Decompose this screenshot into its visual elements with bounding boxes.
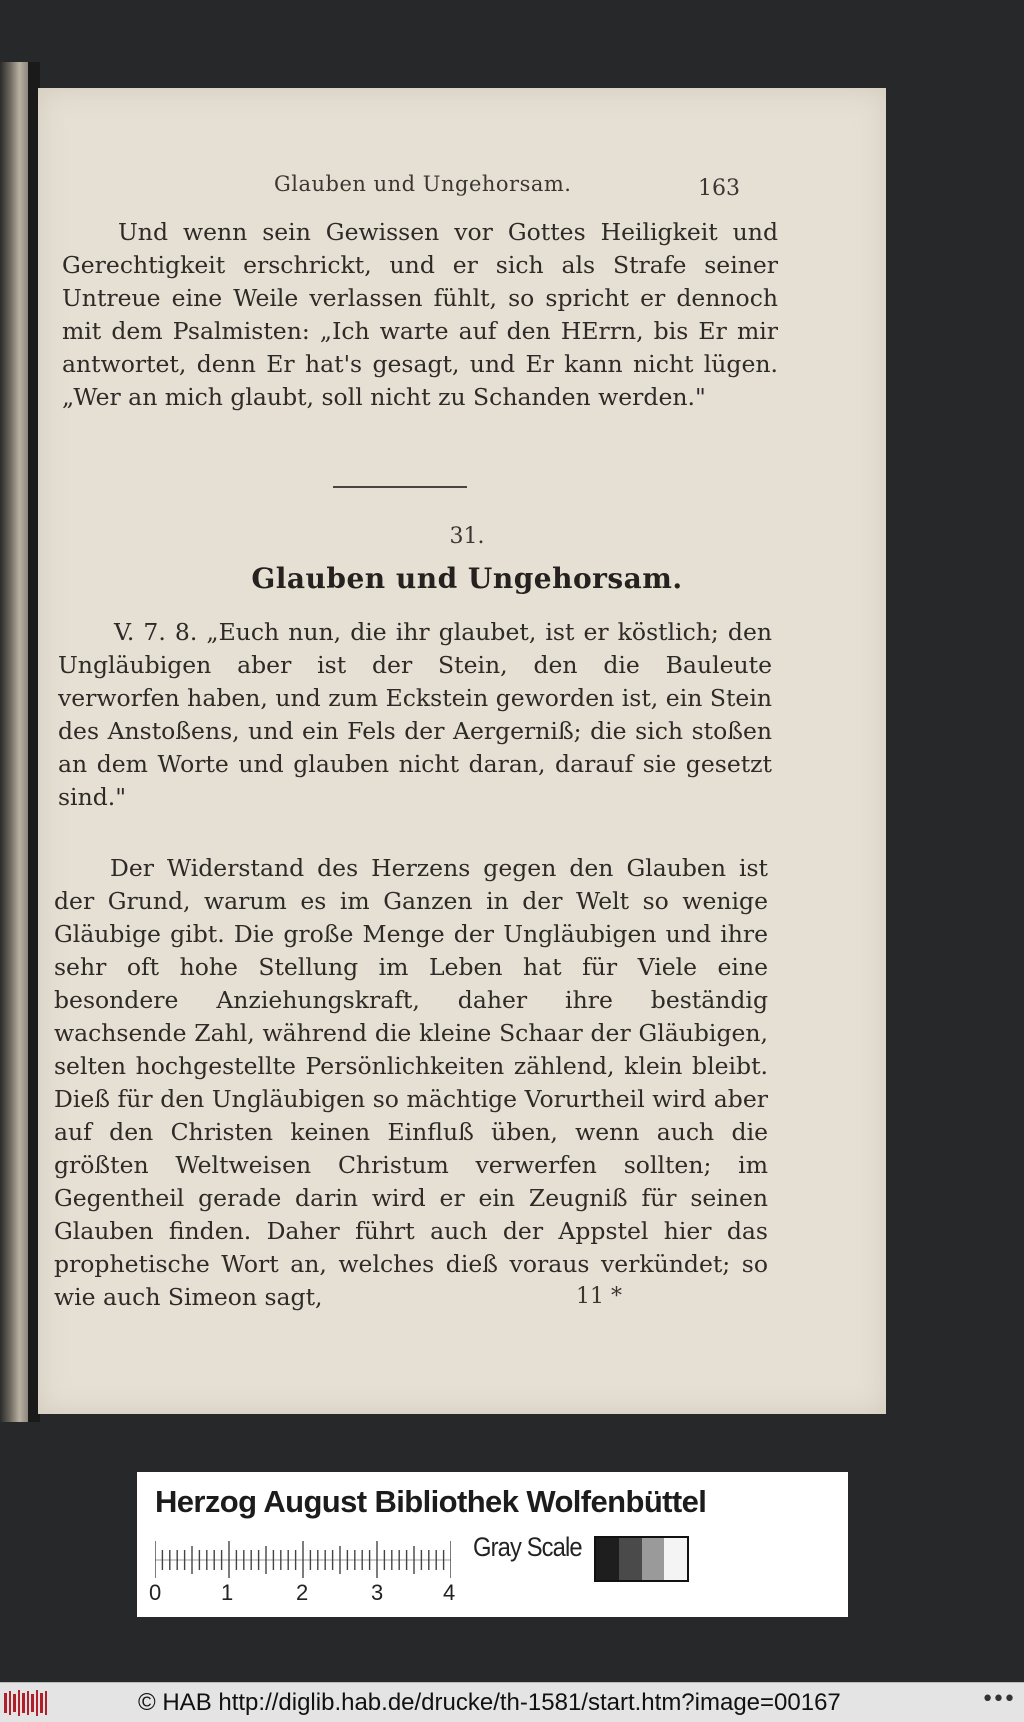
ruler-label: 3 bbox=[371, 1580, 384, 1605]
gray-swatch bbox=[664, 1538, 687, 1580]
signature-mark: 11 * bbox=[576, 1284, 622, 1309]
footer-credit-link[interactable]: © HAB http://diglib.hab.de/drucke/th-1581/start.htm?image=00167 bbox=[138, 1689, 841, 1716]
paragraph-2-text: V. 7. 8. „Euch nun, die ihr glaubet, ist er köstlich; den Ungläubigen aber ist der Stein, den die Bauleute verworfen haben, und zum Eckstein geworden ist, ein Stein des Anstoßens, und ein Fels der Aergerniß; die sich stoßen an dem Worte und glauben nicht daran, darauf sie gesetzt sind." bbox=[58, 618, 772, 811]
paragraph-3-text: Der Widerstand des Herzens gegen den Glauben ist der Grund, warum es im Ganzen in der Welt so wenige Gläubige gibt. Die große Menge der Ungläubigen und ihre sehr oft hohe Stellung im Leben hat für Viele eine besondere Anziehungskraft, daher ihre beständig wachsende Zahl, während die kleine Schaar der Gläubigen, selten hochgestellte Persönlichkeiten zählend, klein bleibt. Dieß für den Ungläubigen so mächtige Vorurtheil wird aber auf den Christen keinen Einfluß üben, wenn auch die größten Weltweisen Christum verwerfen sollten; im Gegentheil gerade darin wird er ein Zeugniß für seinen Glauben finden. Daher führt auch der Appstel hier das prophetische Wort an, welches dieß voraus verkündet; so wie auch Simeon sagt, bbox=[54, 854, 768, 1311]
gray-scale-label: Gray Scale bbox=[473, 1532, 582, 1562]
ruler-scale bbox=[155, 1538, 451, 1578]
gray-swatch bbox=[642, 1538, 665, 1580]
scanned-page bbox=[38, 88, 886, 1414]
running-head bbox=[38, 168, 886, 204]
color-reference-card bbox=[137, 1472, 848, 1617]
ruler-label: 4 bbox=[443, 1580, 456, 1605]
ruler-labels bbox=[149, 1580, 469, 1610]
footer-bar bbox=[0, 1682, 1024, 1722]
page-number: 163 bbox=[698, 176, 740, 201]
section-number: 31. bbox=[449, 524, 485, 549]
gray-swatch bbox=[596, 1538, 619, 1580]
paragraph-2 bbox=[58, 616, 772, 814]
more-dots-icon[interactable]: ••• bbox=[981, 1687, 1014, 1712]
running-title: Glauben und Ungehorsam. bbox=[274, 172, 572, 196]
paragraph-1 bbox=[62, 216, 778, 414]
hab-logo-icon bbox=[4, 1690, 48, 1716]
previous-page-edge bbox=[0, 62, 28, 1422]
section-divider bbox=[333, 486, 467, 488]
ruler-label: 0 bbox=[149, 1580, 162, 1605]
paragraph-1-text: Und wenn sein Gewissen vor Gottes Heiligkeit und Gerechtigkeit erschrickt, und er sich als Strafe seiner Untreue eine Weile verlassen fühlt, so spricht er dennoch mit dem Psalmisten: „Ich warte auf den HErrn, bis Er mir antwortet, denn Er hat's gesagt, und Er kann nicht lügen. „Wer an mich glaubt, soll nicht zu Schanden werden." bbox=[62, 218, 778, 411]
card-title: Herzog August Bibliothek Wolfenbüttel bbox=[155, 1484, 707, 1519]
gray-swatch bbox=[619, 1538, 642, 1580]
paragraph-3 bbox=[54, 852, 768, 1314]
section-title: Glauben und Ungehorsam. bbox=[251, 562, 683, 595]
ruler-label: 2 bbox=[296, 1580, 309, 1605]
gray-scale-swatches bbox=[594, 1536, 689, 1582]
ruler-label: 1 bbox=[221, 1580, 234, 1605]
